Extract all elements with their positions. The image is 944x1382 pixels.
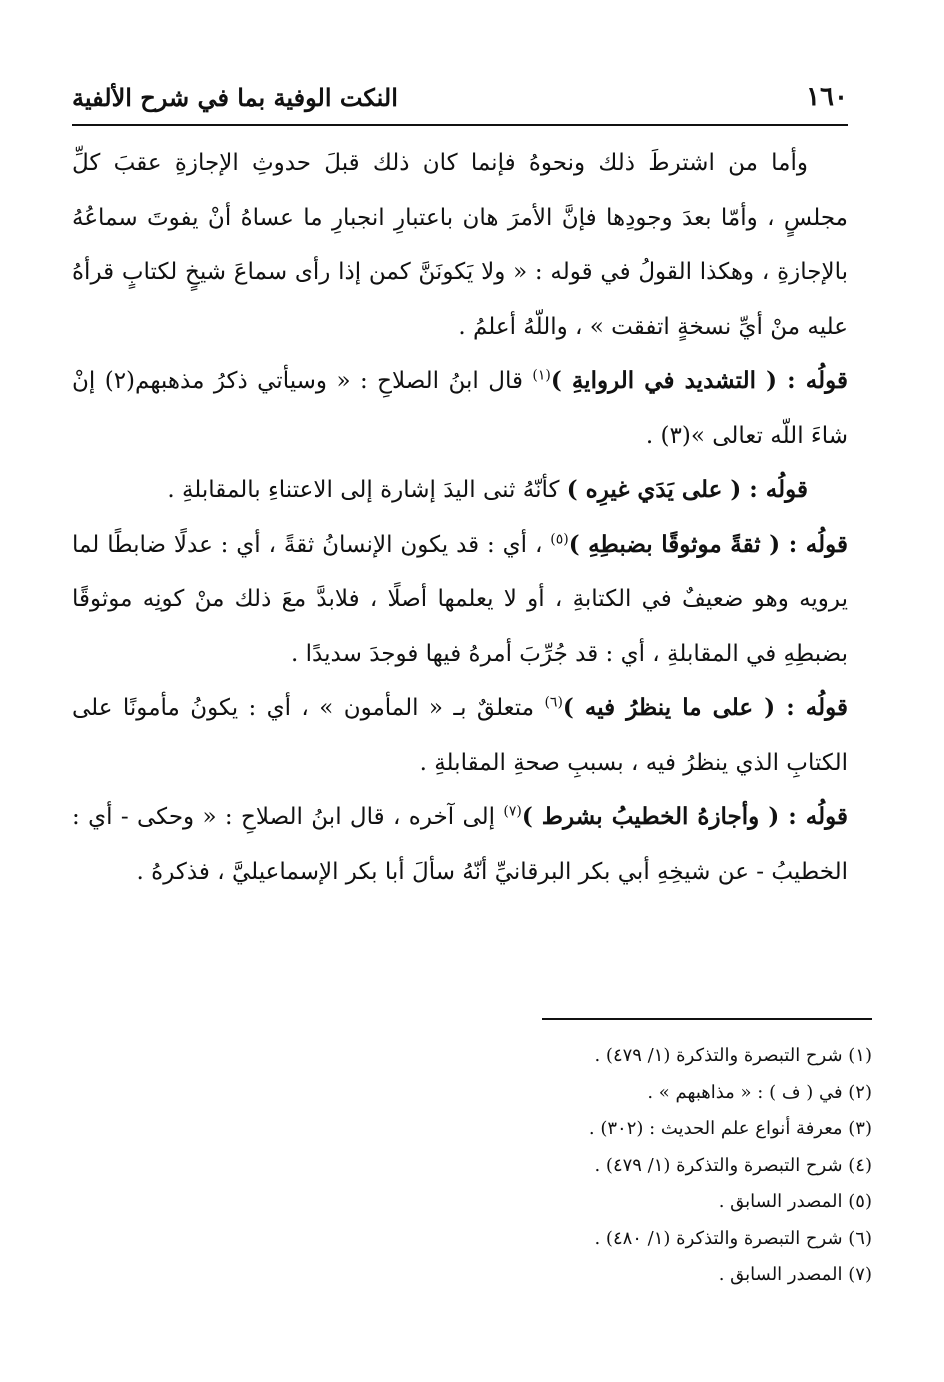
quoted-phrase: قولُه : ( التشديد في الروايةِ ) bbox=[550, 367, 848, 394]
paragraph bbox=[72, 463, 848, 518]
paragraph bbox=[72, 790, 848, 899]
footnote: (٥) المصدر السابق . bbox=[718, 1191, 872, 1212]
quoted-phrase: قولُه : ( وأجازهُ الخطيبُ بشرط ) bbox=[521, 803, 848, 830]
paragraph bbox=[72, 681, 848, 790]
page-number: ١٦٠ bbox=[806, 82, 848, 112]
footnote-ref: (٧) bbox=[503, 803, 522, 820]
footnote: (٢) في ( ف ) : « مذاهبهم » . bbox=[647, 1081, 872, 1103]
book-title: النكت الوفية بما في شرح الألفية bbox=[72, 82, 398, 112]
paragraph bbox=[72, 354, 848, 463]
paragraph-text: وأما من اشترطَ ذلك ونحوهُ فإنما كان ذلك قبلَ حدوثِ الإجازةِ عقبَ كلِّ مجلسٍ ، وأمّا بعدَ وجودِها فإنَّ الأمرَ هان باعتبارِ انجبارِ ما عساهُ أنْ يفوتَ سماعُهُ بالإجازةِ ، وهكذا القولُ في قوله : « ولا يَكونَنَّ كمن إذا رأى سماعَ شيخٍ لكتابٍ قرأهُ عليه منْ أيِّ نسخةٍ اتفقت » ، واللّهُ أعلمُ . bbox=[72, 150, 848, 340]
footnote: (١) شرح التبصرة والتذكرة (١/ ٤٧٩) . bbox=[594, 1045, 872, 1066]
footnote-list bbox=[96, 1038, 872, 1294]
paragraph bbox=[72, 518, 848, 682]
paragraph-text: قال ابنُ الصلاحِ : « وسيأتي ذكرُ مذهبهم(٢) إنْ شاءَ اللّه تعالى »(٣) . bbox=[72, 368, 848, 449]
footnote: (٧) المصدر السابق . bbox=[718, 1264, 872, 1285]
paragraph-text: إلى آخره ، قال ابنُ الصلاحِ : « وحكى - أي : الخطيبُ - عن شيخِهِ أبي بكر البرقانيِّ أنّهُ سألَ أبا بكر الإسماعيليَّ ، فذكرهُ . bbox=[72, 804, 848, 885]
footnote-ref: (٦) bbox=[544, 694, 563, 711]
footnote-ref: (٥) bbox=[550, 530, 569, 547]
footnote: (٣) معرفة أنواع علم الحديث : (٣٠٢) . bbox=[588, 1118, 872, 1139]
quoted-phrase: قولُه : ( ثقةً موثوقًا بضبطِهِ ) bbox=[568, 530, 848, 558]
main-text bbox=[72, 136, 848, 899]
paragraph-text: ، أي : قد يكون الإنسانُ ثقةً ، أي : عدلًا ضابطًا لما يرويه وهو ضعيفٌ في الكتابةِ ، أو لا يعلمها أصلًا ، فلابدَّ معَ ذلك منْ كونِه موثوقًا بضبطِهِ في المقابلةِ ، أي : قد جُرِّبَ أمرهُ فيها فوجدَ سديدًا . bbox=[72, 531, 848, 667]
footnote-separator bbox=[542, 1018, 872, 1020]
paragraph-text: كأنّهُ ثنى اليدَ إشارة إلى الاعتناءِ بالمقابلةِ . bbox=[167, 477, 567, 503]
footnote: (٤) شرح التبصرة والتذكرة (١/ ٤٧٩) . bbox=[594, 1154, 872, 1176]
footnote-ref: (١) bbox=[532, 367, 551, 384]
quoted-phrase: قولُه : ( على ما ينظرُ فيه ) bbox=[562, 694, 848, 721]
footnote: (٦) شرح التبصرة والتذكرة (١/ ٤٨٠) . bbox=[594, 1227, 872, 1249]
footnotes bbox=[96, 1018, 872, 1294]
page-header bbox=[72, 70, 848, 126]
paragraph bbox=[72, 136, 848, 354]
quoted-phrase: قولُه : ( على يَدَي غيرِه ) bbox=[566, 476, 808, 503]
paragraph-text: متعلقٌ بـ « المأمون » ، أي : يكونُ مأمونًا على الكتابِ الذي ينظرُ فيه ، بسببِ صحةِ المقابلةِ . bbox=[72, 695, 848, 776]
page bbox=[72, 70, 848, 899]
